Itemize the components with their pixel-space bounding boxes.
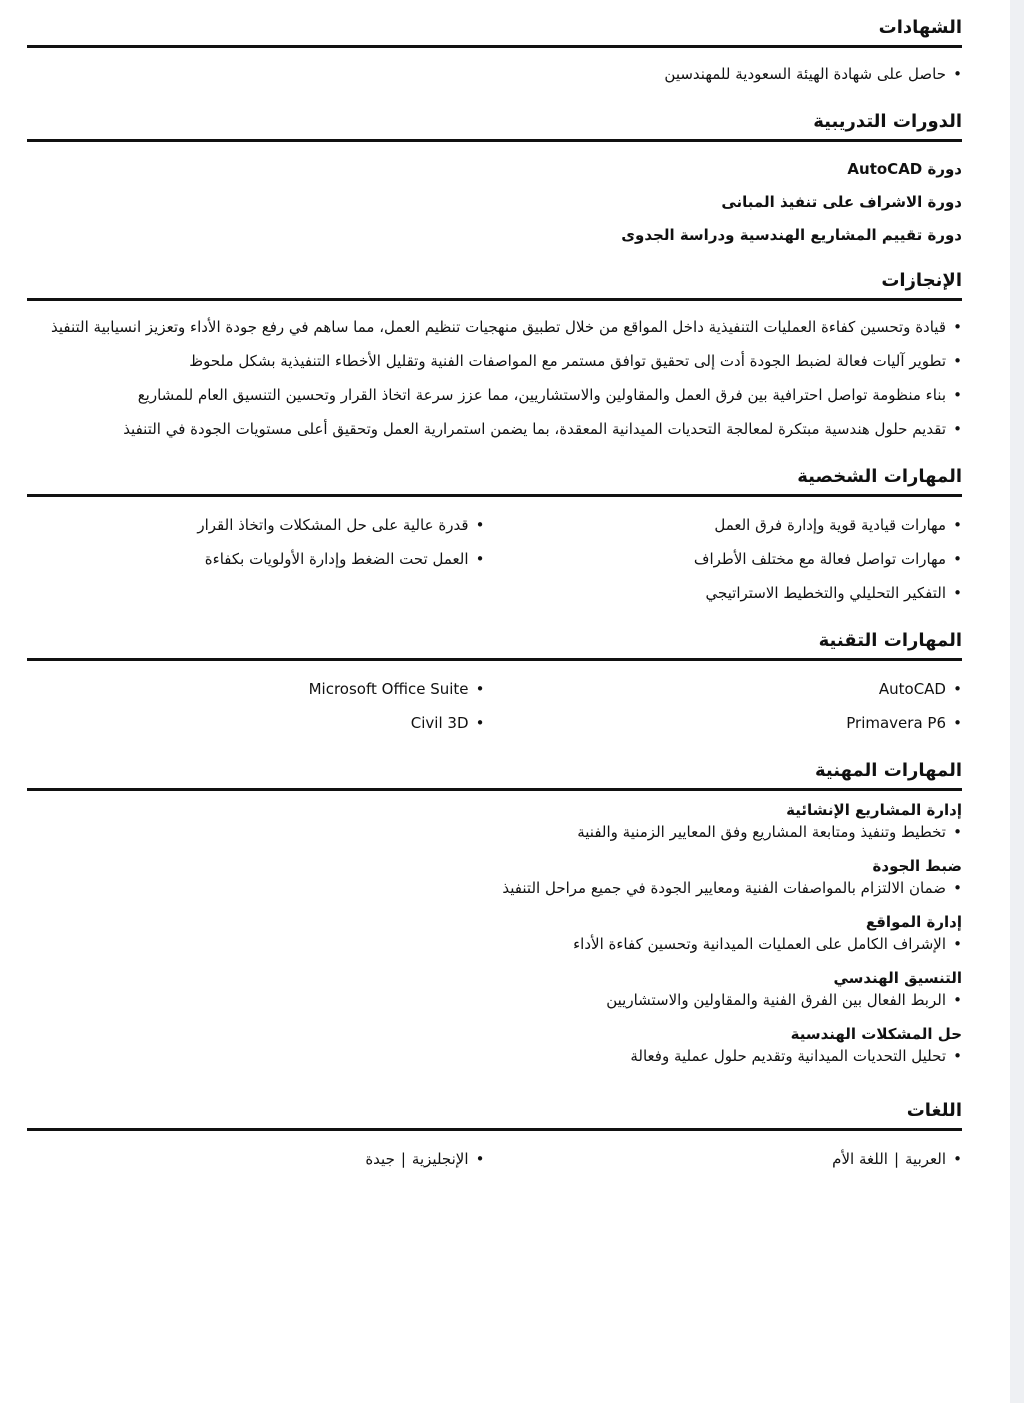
technical-skill-item	[505, 711, 963, 735]
languages-section	[27, 1083, 962, 1179]
professional-skills-list	[27, 791, 962, 1083]
certificates-list	[27, 48, 962, 94]
achievements-title: الإنجازات	[27, 253, 962, 301]
course-item: دورة الاشراف على تنفيذ المبانى	[721, 193, 962, 211]
achievement-item: • قيادة وتحسين كفاءة العمليات التنفيذية داخل المواقع من خلال تطبيق منهجيات تنظيم العمل، مما ساهم في رفع جودة الأداء وتعزيز انسيابية التنفيذ	[27, 315, 962, 339]
technical-skills-grid	[27, 661, 962, 743]
achievement-item: • تقديم حلول هندسية مبتكرة لمعالجة التحديات الميدانية المعقدة، بما يضمن استمرارية العمل وتحقيق أعلى مستويات الجودة في التنفيذ	[27, 417, 962, 441]
technical-skill-label: Microsoft Office Suite	[308, 680, 469, 698]
course-item: دورة AutoCAD	[847, 160, 962, 178]
courses-list	[27, 142, 962, 253]
personal-skills-section	[27, 449, 962, 613]
professional-skill-desc: • الربط الفعال بين الفرق الفنية والمقاولين والاستشاريين	[27, 989, 962, 1011]
personal-skill-item: • مهارات قيادية قوية وإدارة فرق العمل	[505, 513, 963, 537]
language-level: اللغة الأم	[832, 1150, 888, 1168]
achievement-item: • تطوير آليات فعالة لضبط الجودة أدت إلى تحقيق توافق مستمر مع المواصفات الفنية وتقليل الأخطاء التنفيذية بشكل ملحوظ	[27, 349, 962, 373]
technical-skill-label: Primavera P6	[846, 714, 946, 732]
professional-skills-title: المهارات المهنية	[27, 743, 962, 791]
professional-skill-item	[27, 855, 962, 899]
certificates-title: الشهادات	[27, 0, 962, 48]
professional-skill-title: إدارة المواقع	[865, 913, 962, 931]
certificate-item: • حاصل على شهادة الهيئة السعودية للمهندسين	[27, 62, 962, 86]
technical-skill-item	[505, 677, 963, 701]
language-item	[505, 1147, 963, 1171]
language-name: العربية	[905, 1150, 946, 1168]
professional-skill-item	[27, 967, 962, 1011]
personal-skill-item: • قدرة عالية على حل المشكلات واتخاذ القرار	[27, 513, 485, 537]
achievements-list	[27, 301, 962, 449]
personal-skill-item: • التفكير التحليلي والتخطيط الاستراتيجي	[505, 581, 963, 605]
language-level: جيدة	[365, 1150, 395, 1168]
professional-skill-item	[27, 1023, 962, 1067]
technical-skills-title: المهارات التقنية	[27, 613, 962, 661]
language-item	[27, 1147, 485, 1171]
professional-skill-title: إدارة المشاريع الإنشائية	[786, 801, 962, 819]
personal-skill-item: • العمل تحت الضغط وإدارة الأولويات بكفاءة	[27, 547, 485, 571]
technical-skill-label: Civil 3D	[410, 714, 469, 732]
professional-skill-title: التنسيق الهندسي	[833, 969, 962, 987]
technical-skill-item	[27, 711, 485, 735]
resume-page	[27, 0, 962, 1179]
personal-skills-grid	[27, 497, 962, 613]
professional-skill-item	[27, 799, 962, 843]
languages-title: اللغات	[27, 1083, 962, 1131]
technical-skill-item	[27, 677, 485, 701]
professional-skill-item	[27, 911, 962, 955]
achievement-item: • بناء منظومة تواصل احترافية بين فرق العمل والمقاولين والاستشاريين، مما عزز سرعة اتخاذ القرار وتحسين التنسيق العام للمشاريع	[27, 383, 962, 407]
professional-skill-title: حل المشكلات الهندسية	[790, 1025, 962, 1043]
professional-skill-desc: • تحليل التحديات الميدانية وتقديم حلول عملية وفعالة	[27, 1045, 962, 1067]
languages-grid	[27, 1131, 962, 1179]
professional-skill-title: ضبط الجودة	[872, 857, 962, 875]
professional-skill-desc: • تخطيط وتنفيذ ومتابعة المشاريع وفق المعايير الزمنية والفنية	[27, 821, 962, 843]
achievements-section	[27, 253, 962, 449]
language-separator: |	[893, 1150, 899, 1168]
certificates-section	[27, 0, 962, 94]
technical-skill-label: AutoCAD	[878, 680, 946, 698]
professional-skill-desc: • الإشراف الكامل على العمليات الميدانية وتحسين كفاءة الأداء	[27, 933, 962, 955]
personal-skills-title: المهارات الشخصية	[27, 449, 962, 497]
scrollbar-track[interactable]	[1010, 0, 1024, 1403]
personal-skill-item: • مهارات تواصل فعالة مع مختلف الأطراف	[505, 547, 963, 571]
technical-skills-section	[27, 613, 962, 743]
professional-skill-desc: • ضمان الالتزام بالمواصفات الفنية ومعايير الجودة في جميع مراحل التنفيذ	[27, 877, 962, 899]
courses-title: الدورات التدريبية	[27, 94, 962, 142]
language-name: الإنجليزية	[411, 1150, 469, 1168]
course-item: دورة تقييم المشاريع الهندسية ودراسة الجدوى	[621, 226, 962, 244]
courses-section	[27, 94, 962, 253]
professional-skills-section	[27, 743, 962, 1083]
language-separator: |	[400, 1150, 406, 1168]
